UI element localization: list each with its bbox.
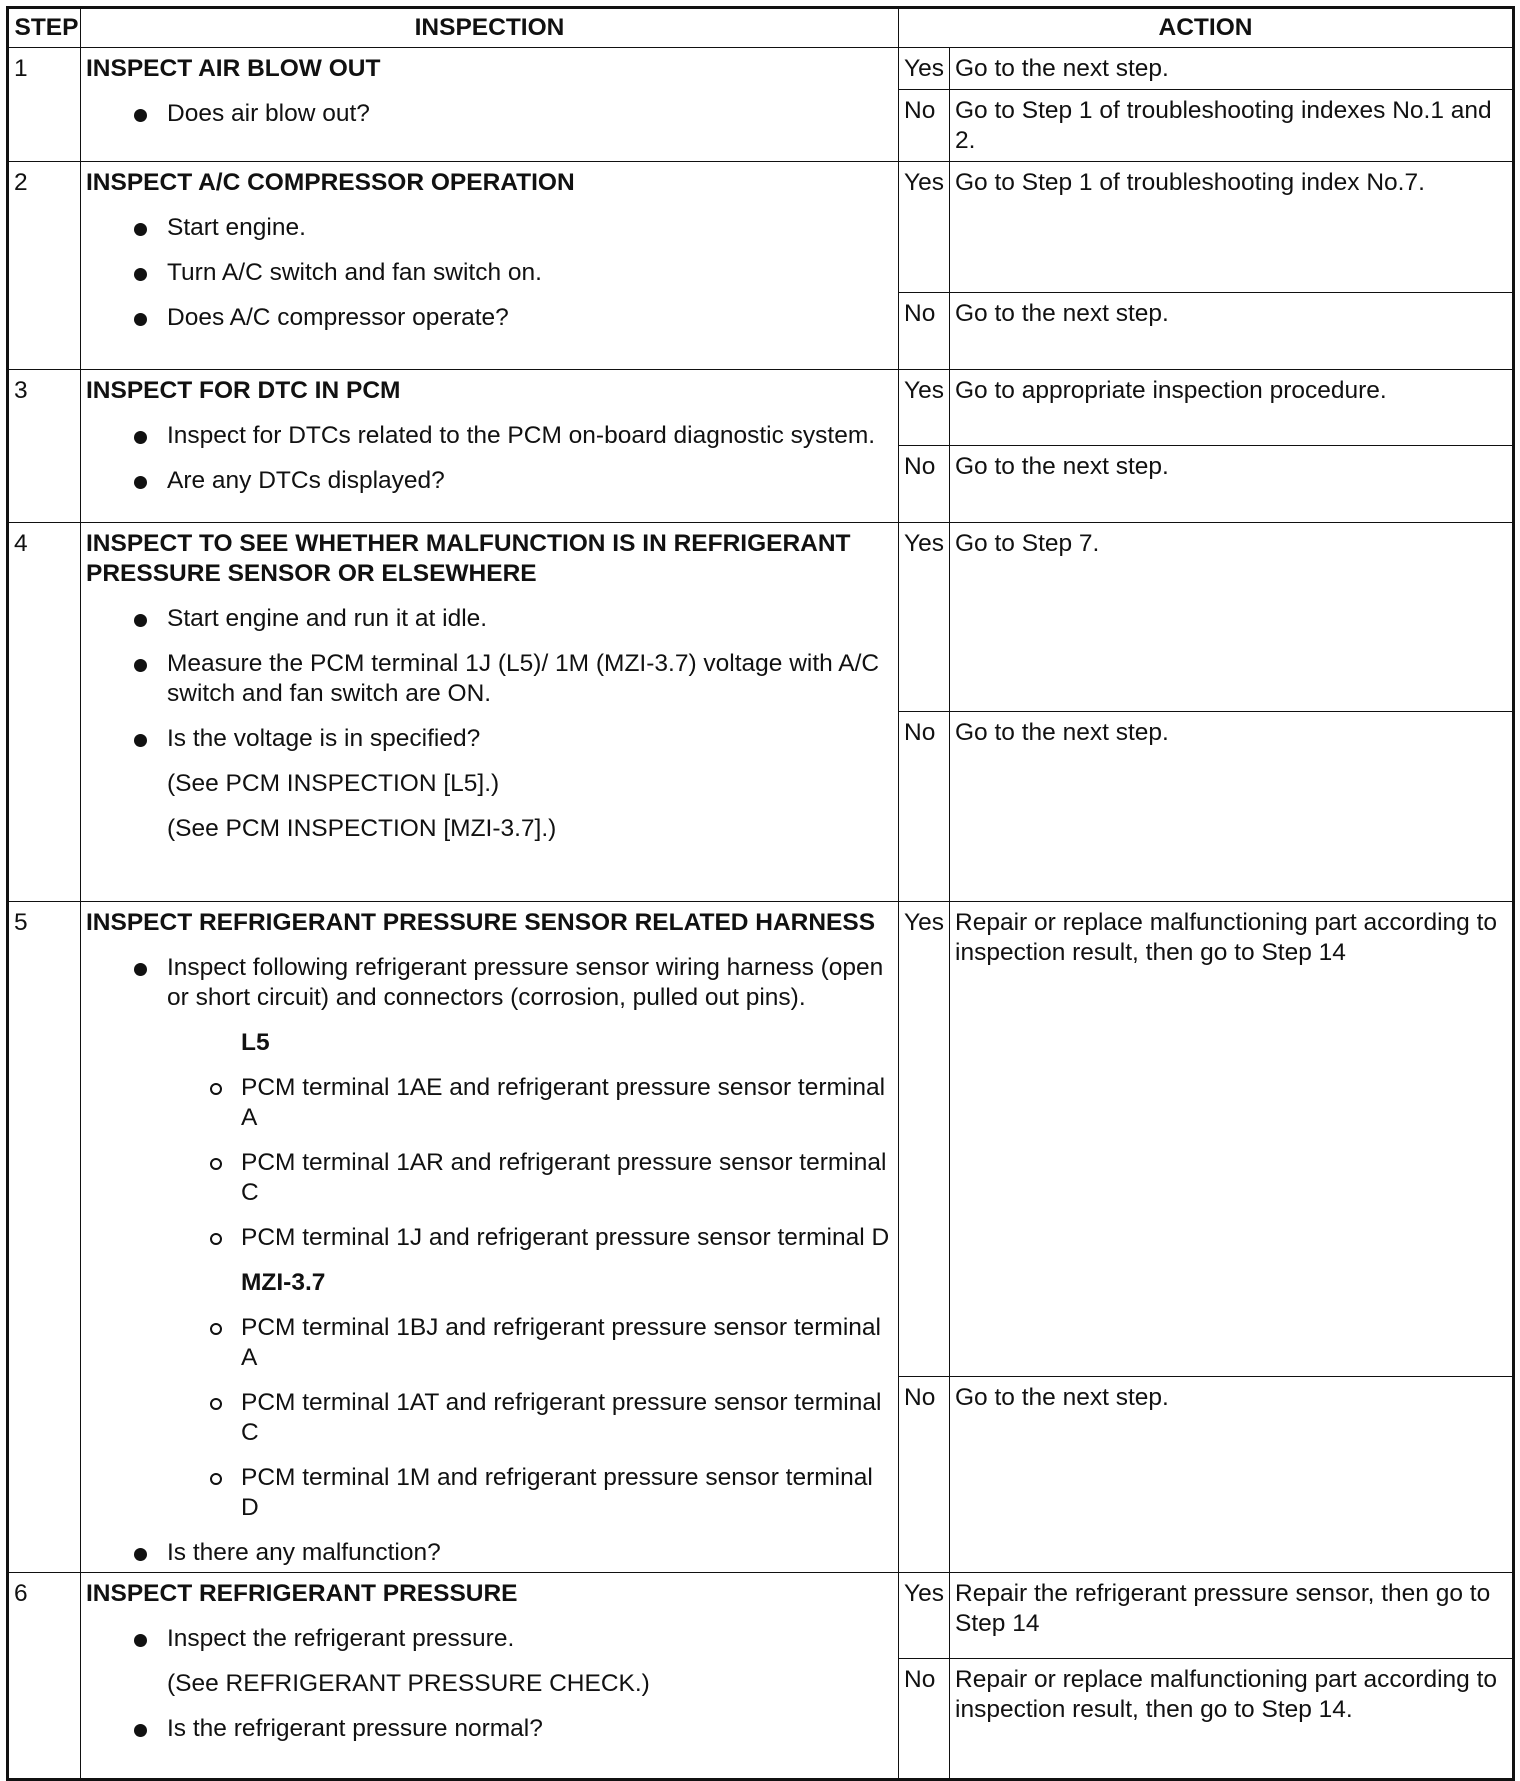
step-4-inspection [81, 523, 899, 902]
step-5-l5-item-1: PCM terminal 1AE and refrigerant pressure sensor terminal A [86, 1073, 893, 1133]
step-4-yes-action: Go to Step 7. [950, 523, 1514, 712]
step-5-question: Is there any malfunction? [86, 1538, 893, 1568]
step-6-row-yes [8, 1573, 1514, 1659]
step-6-item-1: Inspect the refrigerant pressure. [86, 1624, 893, 1654]
step-1-yes-label: Yes [899, 48, 950, 90]
step-6-note: (See REFRIGERANT PRESSURE CHECK.) [167, 1670, 650, 1697]
step-5-row-yes [8, 902, 1514, 1377]
step-1-row-yes [8, 48, 1514, 90]
step-1-title: INSPECT AIR BLOW OUT [86, 55, 381, 82]
step-5-no-action: Go to the next step. [950, 1376, 1514, 1572]
step-2-yes-action: Go to Step 1 of troubleshooting index No.7. [950, 162, 1514, 293]
step-6-inspection [81, 1573, 899, 1780]
step-5-intro: Inspect following refrigerant pressure sensor wiring harness (open or short circuit) and connectors (corrosion, pulled out pins). [86, 953, 893, 1013]
step-6-title: INSPECT REFRIGERANT PRESSURE [86, 1580, 518, 1607]
step-4-item-1: Start engine and run it at idle. [86, 604, 893, 634]
action-header: ACTION [899, 8, 1514, 48]
step-4-title: INSPECT TO SEE WHETHER MALFUNCTION IS IN REFRIGERANT PRESSURE SENSOR OR ELSEWHERE [86, 530, 851, 587]
step-5-mzi-item-2: PCM terminal 1AT and refrigerant pressure sensor terminal C [86, 1388, 893, 1448]
step-5-mzi-item-1: PCM terminal 1BJ and refrigerant pressure sensor terminal A [86, 1313, 893, 1373]
step-4-no-action: Go to the next step. [950, 712, 1514, 902]
step-3-number: 3 [8, 370, 81, 523]
step-3-item-2: Are any DTCs displayed? [86, 466, 893, 496]
step-1-no-action: Go to Step 1 of troubleshooting indexes No.1 and 2. [950, 90, 1514, 162]
step-header: STEP [8, 8, 81, 48]
step-4-note-2: (See PCM INSPECTION [MZI-3.7].) [167, 815, 557, 842]
step-2-item-3: Does A/C compressor operate? [86, 303, 893, 333]
step-5-no-label: No [899, 1376, 950, 1572]
step-2-item-1: Start engine. [86, 213, 893, 243]
step-3-no-label: No [899, 446, 950, 523]
step-3-row-yes [8, 370, 1514, 446]
step-3-yes-action: Go to appropriate inspection procedure. [950, 370, 1514, 446]
step-5-number: 5 [8, 902, 81, 1573]
troubleshooting-table [6, 6, 1515, 1781]
step-4-item-3: Is the voltage is in specified? [86, 724, 893, 754]
step-5-mzi-item-3: PCM terminal 1M and refrigerant pressure sensor terminal D [86, 1463, 893, 1523]
step-2-title: INSPECT A/C COMPRESSOR OPERATION [86, 169, 575, 196]
step-6-yes-label: Yes [899, 1573, 950, 1659]
step-3-inspection [81, 370, 899, 523]
step-2-row-yes [8, 162, 1514, 293]
step-4-row-yes [8, 523, 1514, 712]
step-5-yes-action: Repair or replace malfunctioning part according to inspection result, then go to Step 14 [950, 902, 1514, 1377]
step-1-no-label: No [899, 90, 950, 162]
step-5-group-l5-label: L5 [241, 1029, 270, 1056]
step-4-note-1: (See PCM INSPECTION [L5].) [167, 770, 500, 797]
step-3-no-action: Go to the next step. [950, 446, 1514, 523]
step-6-no-label: No [899, 1659, 950, 1780]
step-1-number: 1 [8, 48, 81, 162]
step-5-yes-label: Yes [899, 902, 950, 1377]
step-3-title: INSPECT FOR DTC IN PCM [86, 377, 401, 404]
step-6-question: Is the refrigerant pressure normal? [86, 1714, 893, 1744]
step-5-l5-item-3: PCM terminal 1J and refrigerant pressure sensor terminal D [86, 1223, 893, 1253]
step-5-l5-item-2: PCM terminal 1AR and refrigerant pressure sensor terminal C [86, 1148, 893, 1208]
step-1-item-1: Does air blow out? [86, 99, 893, 129]
step-5-inspection [81, 902, 899, 1573]
step-5-title: INSPECT REFRIGERANT PRESSURE SENSOR RELATED HARNESS [86, 909, 876, 936]
step-4-no-label: No [899, 712, 950, 902]
step-3-yes-label: Yes [899, 370, 950, 446]
step-6-yes-action: Repair the refrigerant pressure sensor, then go to Step 14 [950, 1573, 1514, 1659]
header-row [8, 8, 1514, 48]
step-2-number: 2 [8, 162, 81, 370]
step-4-yes-label: Yes [899, 523, 950, 712]
step-4-item-2: Measure the PCM terminal 1J (L5)/ 1M (MZI-3.7) voltage with A/C switch and fan switch are ON. [86, 649, 893, 709]
step-6-no-action: Repair or replace malfunctioning part according to inspection result, then go to Step 14. [950, 1659, 1514, 1780]
step-2-no-label: No [899, 293, 950, 370]
step-3-item-1: Inspect for DTCs related to the PCM on-board diagnostic system. [86, 421, 893, 451]
step-2-yes-label: Yes [899, 162, 950, 293]
step-1-yes-action: Go to the next step. [950, 48, 1514, 90]
step-1-inspection [81, 48, 899, 162]
step-5-group-mzi-label: MZI-3.7 [241, 1269, 326, 1296]
step-2-no-action: Go to the next step. [950, 293, 1514, 370]
step-2-inspection [81, 162, 899, 370]
step-2-item-2: Turn A/C switch and fan switch on. [86, 258, 893, 288]
inspection-header: INSPECTION [81, 8, 899, 48]
step-6-number: 6 [8, 1573, 81, 1780]
step-4-number: 4 [8, 523, 81, 902]
